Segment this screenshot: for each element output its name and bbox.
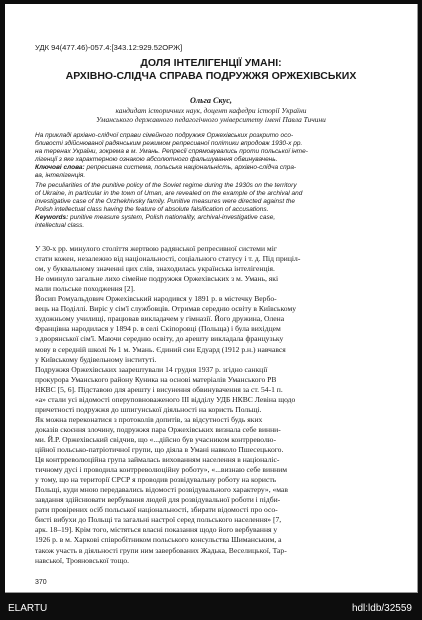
body-text-line: Польщі, куди мною передавались відомості розвідувального характеру», «мав bbox=[35, 485, 288, 495]
keywords-en bbox=[35, 214, 387, 222]
body-text-line: причетності подружжя до шпигунської діяльності на користь Польщі. bbox=[35, 404, 262, 414]
body-text-line: у тому, що на території СРСР я проводив розвідувальну роботу на користь bbox=[35, 475, 277, 485]
keywords-ua bbox=[35, 164, 387, 172]
body-text-line: мову в середній школі № 1 м. Умань. Єдиний син Едуард (1912 р.н.) навчався bbox=[35, 344, 286, 354]
abstract-ua-line: лігенції з яке характерною ознакою абсолютного фальшування обвинувачень. bbox=[35, 156, 278, 163]
body-text-line: ом, у буквальному значенні цих слів, знаходилась українська інтелігенція. bbox=[35, 264, 275, 274]
abstract-en-line: investigative case of the Orzhekhivsky family. Punitive measures were directed against the bbox=[35, 198, 295, 205]
body-text-line: Не оминуло загальне лихо сімейне подружжя Оржехівських з м. Умань, які bbox=[35, 274, 279, 284]
body-text-line: художньому училищі, працював викладачем у гімназії. Його дружина, Олена bbox=[35, 314, 285, 324]
keywords-en-line: intellectual class. bbox=[35, 222, 85, 229]
body-text-line: «а» стали усі відомості оперуповноваженого ІІІ відділу УДБ НКВС Левіна щодо bbox=[35, 394, 296, 404]
author-position: кандидат історичних наук, доцент кафедри історії України bbox=[115, 106, 307, 115]
abstract-en-line: The peculiarities of the punitive policy of the Soviet regime during the 1930s on the territory bbox=[35, 182, 297, 189]
body-text-line: мали польське походження [2]. bbox=[35, 284, 135, 294]
body-text-line: бисті вибухи до Польщі та загальні настрої серед польського населення» [7, bbox=[35, 515, 282, 525]
body-text-line: ційної польсько-патріотичної групи, що діяла в Умані навколо Пшесецького. bbox=[35, 445, 284, 454]
body-text-line: Францівна народилася у 1894 р. в селі Скіпоровці (Польща) і була вихідцем bbox=[35, 324, 281, 334]
body-text-line: рати провірених осіб польської національності, збирати відомості про осо- bbox=[35, 505, 278, 515]
abstract-en-line: of Ukraine, in particular in the town of Uman, are revealed on the example of the archival and bbox=[35, 190, 303, 197]
abstract-en-line: Polish intellectual class having the feature of absolute falsification of accusations. bbox=[35, 206, 269, 213]
article-title-line-2: АРХІВНО-СЛІДЧА СПРАВА ПОДРУЖЖЯ ОРЖЕХІВСЬКИХ bbox=[65, 70, 357, 82]
keywords-ua-label: Ключові слова: bbox=[35, 164, 85, 171]
body-text-line: Подружжя Оржехівських заарештували 14 грудня 1937 р. згідно санкції bbox=[35, 364, 268, 374]
keywords-ua-line: ва, інтелігенція. bbox=[35, 172, 86, 179]
keywords-en-text: punitive measure system, Polish nationality, archival-investigative case, bbox=[68, 214, 276, 221]
page-number: 370 bbox=[35, 579, 47, 586]
body-text-line: тичному дусі і проводила контрреволюційну роботу», «...визнаю себе винним bbox=[35, 465, 288, 475]
footer-repository-label: ELARTU bbox=[8, 603, 48, 614]
body-text-line: прокурора Уманського району Куника на основі матеріалів Уманського РВ bbox=[35, 374, 277, 384]
author-name: Ольга Скус, bbox=[190, 96, 232, 105]
journal-page bbox=[5, 4, 418, 593]
udc-code: УДК 94(477.46)-057.4:[343.12:929.52ОРЖ] bbox=[35, 43, 183, 52]
body-text-line: НКВС [5, 6]. Підставою для арешту і висунення обвинувачення за ст. 54-1 п. bbox=[35, 384, 283, 394]
abstract-ua-line: На прикладі архівно-слідчої справи сімейного подружжя Оржехівських розкрито осо- bbox=[35, 132, 294, 139]
body-text-line: арк. 18–19]. Крім того, містяться власні показання щодо його вербування у bbox=[35, 525, 278, 535]
body-text-line: у Київському будівельному інституті. bbox=[35, 354, 157, 364]
article-title-line-1: ДОЛЯ ІНТЕЛІГЕНЦІЇ УМАНІ: bbox=[140, 57, 282, 69]
body-text-line: стати кожен, незалежно від національності, соціального статусу і т. д. Під приціл- bbox=[35, 254, 301, 264]
abstract-ua-line: на теренах України, зокрема в м. Умань. Репресії спрямовувались проти польської інте- bbox=[35, 148, 308, 155]
body-text-line: навської, Трояновської тощо. bbox=[35, 555, 130, 565]
body-text-line: ми. Й.Р. Оржехівський свідчив, що «...дійсно був учасником контрреволю- bbox=[35, 434, 276, 444]
body-text-line: У 30-х рр. минулого століття жертвою радянської репресивної системи міг bbox=[35, 244, 277, 253]
body-text-line: доказів скоєння злочину, подружжя пара Оржехівських визнала себе винни- bbox=[35, 424, 281, 434]
body-text-line: завдання здійснювати вербування людей для розвідувальної роботи і підби- bbox=[35, 495, 281, 505]
footer-handle: hdl:ldb/32559 bbox=[351, 603, 412, 614]
abstract-ua-line: бливості здійснюваної радянським режимом репресивної політики впродовж 1930-х рр. bbox=[35, 140, 303, 147]
body-text-line: 1926 р. в м. Харкові співробітником польського консульства Шиманським, а bbox=[35, 535, 282, 545]
keywords-ua-text: репресивна система, польська національність, архівно-слідча спра- bbox=[84, 164, 297, 171]
body-text-line: вець на Поділлі. Виріс у сім'ї службовців. Отримав середню освіту в Київському bbox=[35, 304, 297, 314]
author-affiliation: Уманського державного педагогічного університету імені Павла Тичини bbox=[96, 115, 326, 124]
body-text-line: Йосип Ромуальдович Оржехівський народився у 1891 р. в містечку Вербо- bbox=[35, 294, 277, 304]
body-text-line: з дворянської сім'ї. Маючи середню освіту, до арешту викладала французьку bbox=[35, 334, 284, 344]
keywords-en-label: Keywords: bbox=[35, 214, 69, 221]
body-text-line: Як можна переконатися з протоколів допитів, за відсутності будь яких bbox=[35, 414, 263, 424]
body-text-line: Ця контрреволюційна група займалась вихованням населення в націоналіс- bbox=[35, 455, 280, 465]
body-text-line: також участь в діяльності групи ним завербованих Жадька, Веселицької, Тар- bbox=[35, 545, 287, 555]
